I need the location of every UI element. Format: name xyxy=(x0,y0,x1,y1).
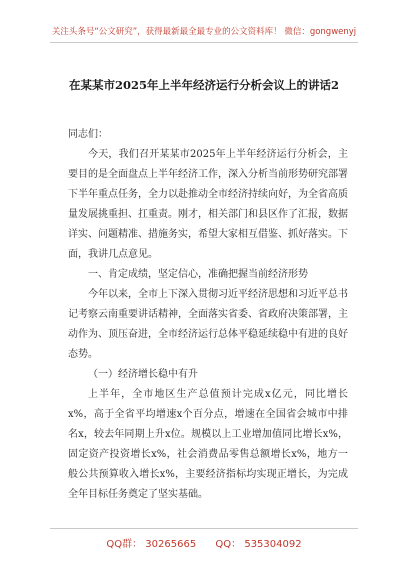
paragraph: 今年以来，全市上下深入贯彻习近平经济思想和习近平总书记考察云南重要讲话精神，全面落实省委、省政府决策部署，主动作为、顶压奋进，全市经济运行总体平稳延续稳中有进的良好态势。 xyxy=(68,289,348,360)
footer-qq-group: QQ群： 30265665 xyxy=(106,539,197,550)
footer-divider xyxy=(50,528,358,529)
document-body xyxy=(68,125,348,505)
salutation: 同志们： xyxy=(68,129,108,140)
document-title: 在某某市2025年上半年经济运行分析会议上的讲话2 xyxy=(68,78,339,92)
header-promo-note: 关注头条号“公文研究”，获得最新最全最专业的公文资料库！ 微信：gongwenyj xyxy=(51,27,357,37)
footer-contact xyxy=(0,535,408,550)
header-divider xyxy=(50,42,358,43)
paragraph: 上半年，全市地区生产总值预计完成x亿元，同比增长x%，高于全省平均增速x个百分点，增速在全国省会城市中排名x，较去年同期上升x位。规模以上工业增加值同比增长x%，固定资产投资增长x%，社会消费品零售总额增长x%，地方一般公共预算收入增长x%，主要经济指标均实现正增长，为完成全年目标任务奠定了坚实基础。 xyxy=(68,389,348,500)
subsection-heading: （一）经济增长稳中有升 xyxy=(88,369,198,380)
footer-qq: QQ： 535304092 xyxy=(215,539,302,550)
section-heading: 一、肯定成绩，坚定信心，准确把握当前经济形势 xyxy=(88,269,308,280)
paragraph: 今天，我们召开某某市2025年上半年经济运行分析会，主要目的是全面盘点上半年经济工作，深入分析当前形势研究部署下半年重点任务，全力以赴推动全市经济持续向好，为全省高质量发展挑重担、扛重责。刚才，相关部门和县区作了汇报，数据详实、问题精准、措施务实，希望大家相互借鉴、抓好落实。下面，我讲几点意见。 xyxy=(68,149,348,260)
